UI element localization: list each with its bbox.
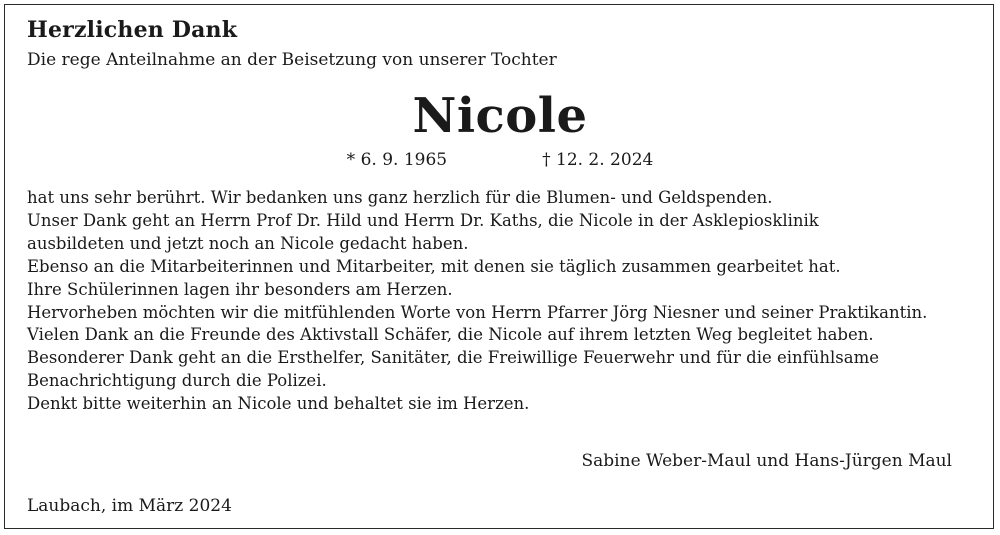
birth-date: * 6. 9. 1965 <box>346 150 448 170</box>
body-line: ausbildeten und jetzt noch an Nicole gedacht haben. <box>27 233 469 253</box>
life-dates <box>0 150 1000 170</box>
body-line: Hervorheben möchten wir die mitfühlenden Worte von Herrn Pfarrer Jörg Niesner und seiner Praktikantin. <box>27 302 928 322</box>
body-line: Besonderer Dank geht an die Ersthelfer, Sanitäter, die Freiwillige Feuerwehr und für die einfühlsame <box>27 348 880 368</box>
body-line: Unser Dank geht an Herrn Prof Dr. Hild und Herrn Dr. Kaths, die Nicole in der Asklepiosklinik <box>27 210 819 230</box>
body-line: Benachrichtigung durch die Polizei. <box>27 371 327 391</box>
body-line: Ihre Schülerinnen lagen ihr besonders am Herzen. <box>27 279 453 299</box>
notice-body <box>27 187 977 416</box>
body-line: hat uns sehr berührt. Wir bedanken uns ganz herzlich für die Blumen- und Geldspenden. <box>27 188 773 207</box>
body-line: Denkt bitte weiterhin an Nicole und behaltet sie im Herzen. <box>27 394 530 414</box>
body-line: Vielen Dank an die Freunde des Aktivstall Schäfer, die Nicole auf ihrem letzten Weg begleitet haben. <box>27 325 874 345</box>
notice-heading: Herzlichen Dank <box>27 17 238 43</box>
signature: Sabine Weber-Maul und Hans-Jürgen Maul <box>581 451 952 471</box>
place-date: Laubach, im März 2024 <box>27 496 232 516</box>
deceased-name: Nicole <box>412 88 588 144</box>
death-date: † 12. 2. 2024 <box>542 150 654 170</box>
body-line: Ebenso an die Mitarbeiterinnen und Mitarbeiter, mit denen sie täglich zusammen gearbeitet hat. <box>27 256 841 276</box>
notice-intro: Die rege Anteilnahme an der Beisetzung von unserer Tochter <box>27 50 557 70</box>
